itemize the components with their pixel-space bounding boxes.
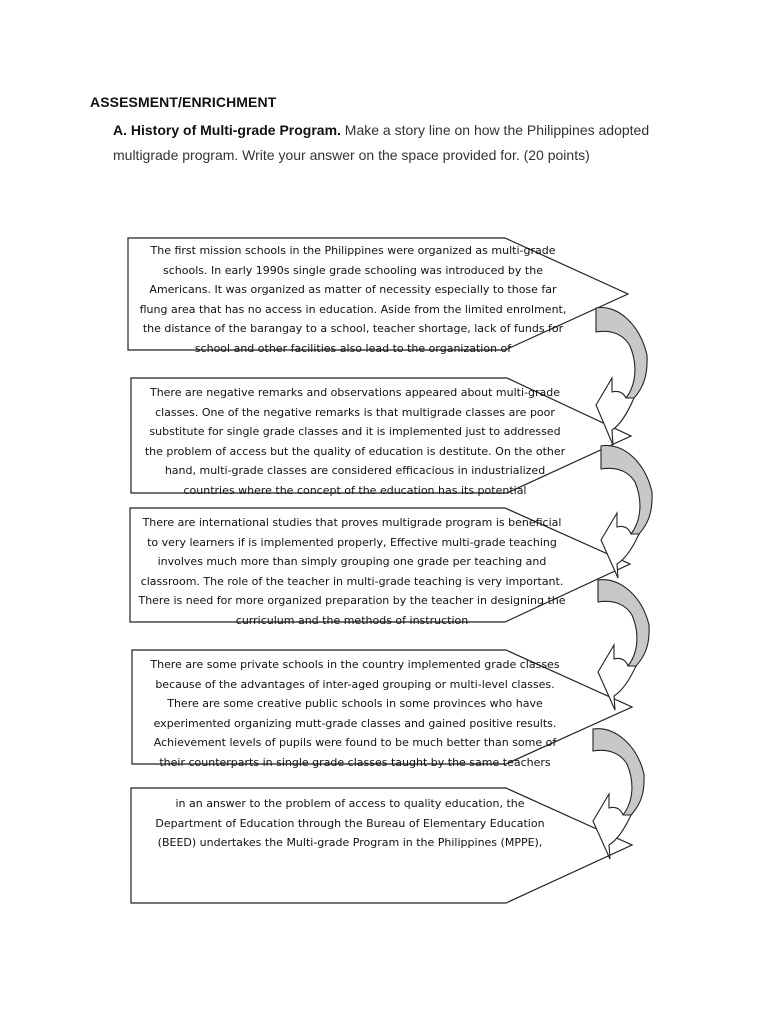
curved-arrow-icon-3 bbox=[598, 580, 649, 710]
section-heading: ASSESMENT/ENRICHMENT bbox=[90, 94, 277, 110]
story-text-2: There are negative remarks and observations appeared about multi-grade classes. One of the negative remarks is that multigrade classes are poor substitute for single grade classes and it is implemented just to addressed the problem of access but the quality of education is destitute. On the other hand, multi-grade classes are considered efficacious in industrialized countries where the concept of the education has its potential bbox=[144, 386, 566, 497]
curved-arrow-icon-1 bbox=[596, 308, 647, 445]
story-text-4: There are some private schools in the country implemented grade classes because of the advantages of inter-aged grouping or multi-level classes. There are some creative public schools in some provinces who have experimented organizing mutt-grade classes and gained positive results. Achievement levels of pupils were found to be much better than some of their counterparts in single grade classes taught by the same teachers bbox=[150, 658, 560, 769]
story-text-5: in an answer to the problem of access to quality education, the Department of Education through the Bureau of Elementary Education (BEED) undertakes the Multi-grade Program in the Philippines (MPPE), bbox=[155, 797, 545, 850]
story-text-3: There are international studies that proves multigrade program is beneficial to very learners if is implemented properly, Effective multi-grade teaching involves much more than simply grouping one grade per teaching and classroom. The role of the teacher in multi-grade teaching is very important. There is need for more organized preparation by the teacher in designing the curriculum and the methods of instruction bbox=[138, 516, 566, 627]
activity-title: A. History of Multi-grade Program. bbox=[113, 122, 341, 138]
activity-directions: Make a story line on how the Philippines adopted multigrade program. Write your answer on the space provided for. (20 points) bbox=[113, 122, 650, 163]
curved-arrow-icon-2 bbox=[601, 445, 652, 578]
story-text-1: The first mission schools in the Philippines were organized as multi-grade schools. In early 1990s single grade schooling was introduced by the Americans. It was organized as matter of necessity especially to those far flung area that has no access in education. Aside from the limited enrolment, the distance of the barangay to a school, teacher shortage, lack of funds for school and other facilities also lead to the organization of bbox=[139, 244, 567, 355]
